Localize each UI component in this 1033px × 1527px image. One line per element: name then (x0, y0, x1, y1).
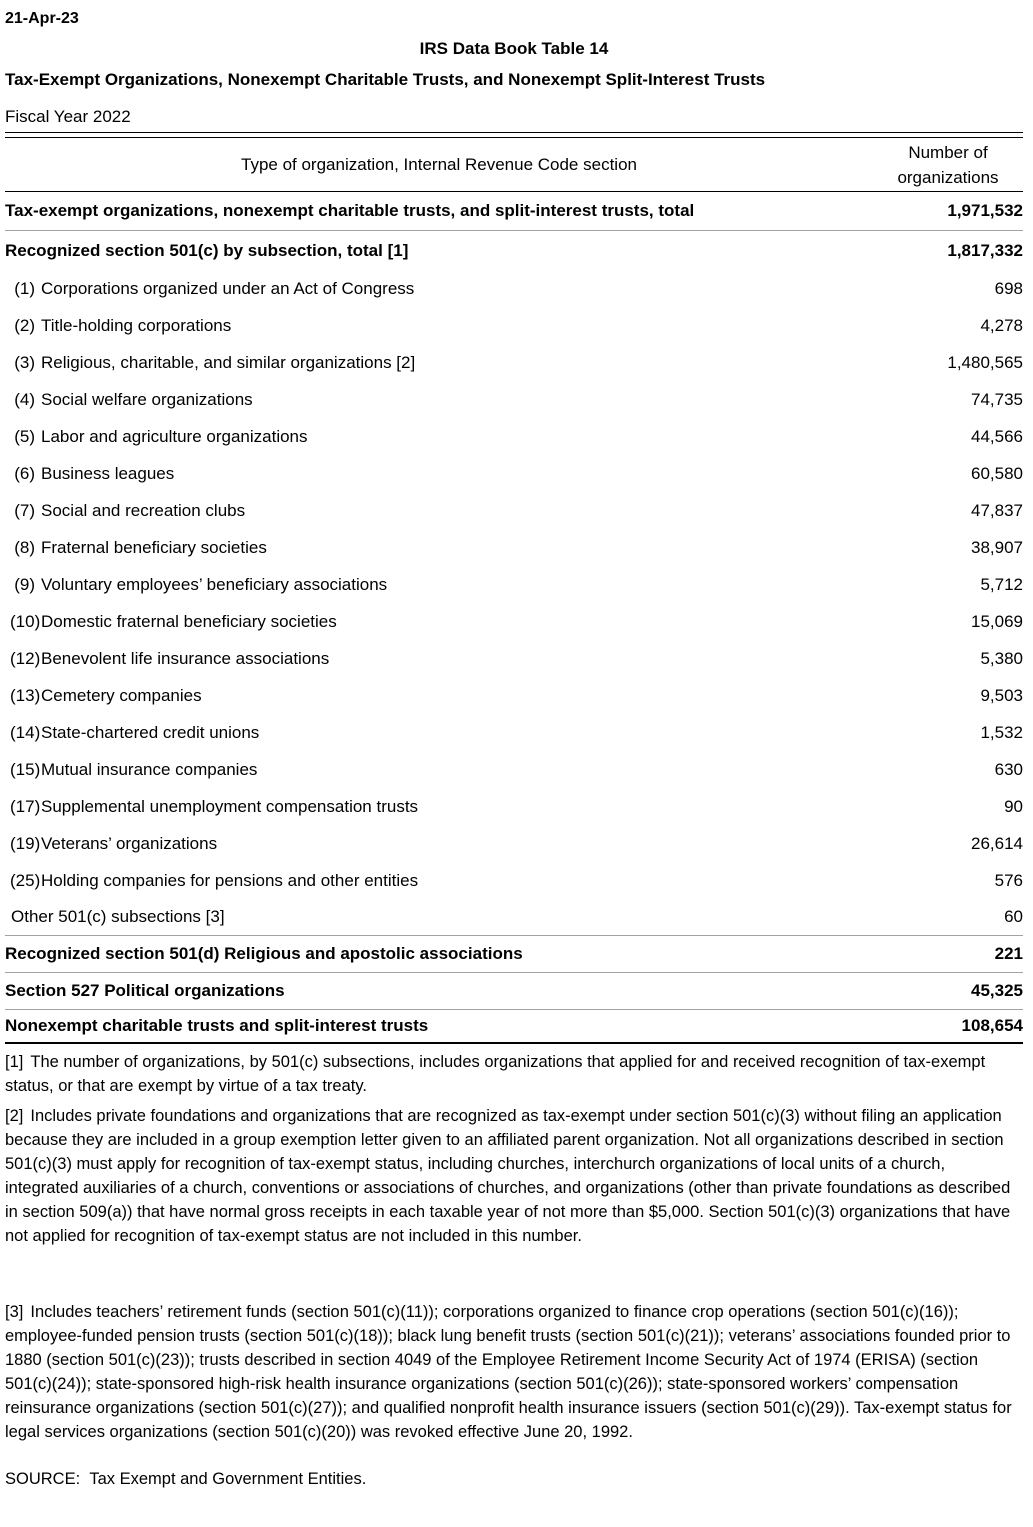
row-label: State-chartered credit unions (41, 722, 260, 742)
column-header-count-line1: Number of (908, 142, 988, 162)
row-value: 1,971,532 (947, 201, 1023, 220)
table-row (5, 270, 1023, 307)
column-header-count-line2: organizations (897, 167, 999, 187)
row-code-number: (13) (10, 685, 41, 705)
row-value: 108,654 (961, 1016, 1023, 1035)
row-label: Labor and agriculture organizations (41, 426, 308, 446)
row-label: Benevolent life insurance associations (41, 648, 330, 668)
table-row (5, 418, 1023, 455)
row-code-number: (6) (14, 463, 35, 483)
row-value: 698 (994, 278, 1023, 298)
row-label: Voluntary employees’ beneficiary associations (41, 574, 388, 594)
row-code-number: (3) (14, 352, 35, 372)
row-value: 47,837 (971, 500, 1023, 520)
row-code-number: (10) (10, 611, 41, 631)
row-label: Title-holding corporations (41, 315, 232, 335)
row-label: Recognized section 501(c) by subsection, total [1] (5, 240, 409, 260)
column-header-count (873, 138, 1023, 191)
row-label: Nonexempt charitable trusts and split-interest trusts (5, 1016, 429, 1035)
table-row (5, 862, 1023, 899)
row-code-number: (15) (10, 759, 41, 779)
footnotes (5, 1050, 1023, 1444)
table-header-row (5, 138, 1023, 192)
row-value: 630 (994, 759, 1023, 779)
row-label: Cemetery companies (41, 685, 202, 705)
table-row (5, 192, 1023, 231)
row-code-number: (17) (10, 796, 41, 816)
table-row (5, 899, 1023, 936)
footnote-marker: [2] (5, 1107, 24, 1125)
table-row (5, 603, 1023, 640)
row-value: 1,480,565 (947, 352, 1023, 372)
page-title: IRS Data Book Table 14 (419, 39, 609, 58)
footnote-text: Includes teachers’ retirement funds (section 501(c)(11)); corporations organized to finance crop operations (section 501(c)(16)); employee-funded pension trusts (section 501(c)(18)); black lung benefit trusts (section 501(c)(21)); veterans’ associations founded prior to 1880 (section 501(c)(23)); trusts described in section 4049 of the Employee Retirement Income Security Act of 1974 (ERISA) (section 501(c)(24)); state-sponsored high-risk health insurance organizations (section 501(c)(26)); state-sponsored workers’ compensation reinsurance organizations (section 501(c)(27)); and qualified nonprofit health insurance issuers (section 501(c)(29)). Tax-exempt status for legal services organizations (section 501(c)(20)) was revoked effective June 20, 1992. (5, 1303, 1012, 1441)
row-value: 1,817,332 (947, 240, 1023, 260)
row-label: Recognized section 501(d) Religious and apostolic associations (5, 944, 523, 963)
column-header-type: Type of organization, Internal Revenue Code section (241, 154, 637, 174)
table-row (5, 455, 1023, 492)
row-value: 90 (1004, 796, 1023, 816)
row-label: Mutual insurance companies (41, 759, 258, 779)
row-code-number: (25) (10, 870, 41, 890)
table-row (5, 307, 1023, 344)
row-code-number: (7) (14, 500, 35, 520)
row-label: Other 501(c) subsections [3] (11, 907, 225, 926)
row-label: Section 527 Political organizations (5, 981, 285, 1000)
footnote-marker: [3] (5, 1303, 24, 1321)
row-code-number: (1) (14, 278, 35, 298)
row-value: 5,380 (980, 648, 1023, 668)
row-label: Fraternal beneficiary societies (41, 537, 267, 557)
row-value: 38,907 (971, 537, 1023, 557)
table-row (5, 825, 1023, 862)
table-row (5, 640, 1023, 677)
table-row (5, 381, 1023, 418)
row-label: Supplemental unemployment compensation trusts (41, 796, 419, 816)
row-value: 5,712 (980, 574, 1023, 594)
table-row (5, 344, 1023, 381)
row-code-number: (19) (10, 833, 41, 853)
footnote-text: Includes private foundations and organizations that are recognized as tax-exempt under section 501(c)(3) without filing an application because they are included in a group exemption letter given to an affiliated parent organization. Not all organizations described in section 501(c)(3) must apply for recognition of tax-exempt status, including churches, interchurch organizations of local units of a church, integrated auxiliaries of a church, conventions or associations of churches, and organizations (other than private foundations as described in section 509(a)) that have normal gross receipts in each taxable year of not more than $5,000. Section 501(c)(3) organizations that have not applied for recognition of tax-exempt status are not included in this number. (5, 1107, 1011, 1245)
row-value: 221 (994, 944, 1023, 963)
fiscal-year-label: Fiscal Year 2022 (5, 107, 131, 126)
row-code-number: (9) (14, 574, 35, 594)
table-row (5, 1010, 1023, 1044)
row-label: Domestic fraternal beneficiary societies (41, 611, 337, 631)
row-label: Holding companies for pensions and other entities (41, 870, 419, 890)
row-value: 44,566 (971, 426, 1023, 446)
table-row (5, 714, 1023, 751)
row-label: Social and recreation clubs (41, 500, 246, 520)
row-code-number: (12) (10, 648, 41, 668)
row-value: 576 (994, 870, 1023, 890)
row-value: 74,735 (971, 389, 1023, 409)
footnote-text: The number of organizations, by 501(c) subsections, includes organizations that applied for and received recognition of tax-exempt status, or that are exempt by virtue of a tax treaty. (5, 1053, 986, 1095)
table-row (5, 936, 1023, 973)
report-date: 21-Apr-23 (5, 10, 79, 27)
row-code-number: (14) (10, 722, 41, 742)
row-code-number: (8) (14, 537, 35, 557)
row-value: 60,580 (971, 463, 1023, 483)
row-value: 4,278 (980, 315, 1023, 335)
row-label: Religious, charitable, and similar organizations [2] (41, 352, 416, 372)
table-row (5, 973, 1023, 1010)
table-body (5, 192, 1023, 1044)
footnote (5, 1104, 1023, 1248)
table-row (5, 492, 1023, 529)
table-row (5, 788, 1023, 825)
row-label: Veterans’ organizations (41, 833, 218, 853)
footnote (5, 1300, 1023, 1444)
table-row (5, 751, 1023, 788)
row-label: Corporations organized under an Act of Congress (41, 278, 415, 298)
row-value: 1,532 (980, 722, 1023, 742)
row-label: Social welfare organizations (41, 389, 253, 409)
row-code-number: (2) (14, 315, 35, 335)
table-row (5, 529, 1023, 566)
row-code-number: (4) (14, 389, 35, 409)
footnote (5, 1050, 1023, 1098)
row-value: 15,069 (971, 611, 1023, 631)
row-value: 45,325 (971, 981, 1023, 1000)
footnote-marker: [1] (5, 1053, 24, 1071)
row-label: Business leagues (41, 463, 175, 483)
row-label: Tax-exempt organizations, nonexempt charitable trusts, and split-interest trusts, total (5, 201, 695, 220)
source-line: SOURCE: Tax Exempt and Government Entities. (5, 1470, 367, 1488)
row-value: 60 (1004, 907, 1023, 926)
row-value: 9,503 (980, 685, 1023, 705)
row-code-number: (5) (14, 426, 35, 446)
table-row (5, 231, 1023, 270)
table-row (5, 566, 1023, 603)
table-row (5, 677, 1023, 714)
row-value: 26,614 (971, 833, 1023, 853)
report-subtitle: Tax-Exempt Organizations, Nonexempt Charitable Trusts, and Nonexempt Split-Interest Trusts (5, 70, 766, 89)
